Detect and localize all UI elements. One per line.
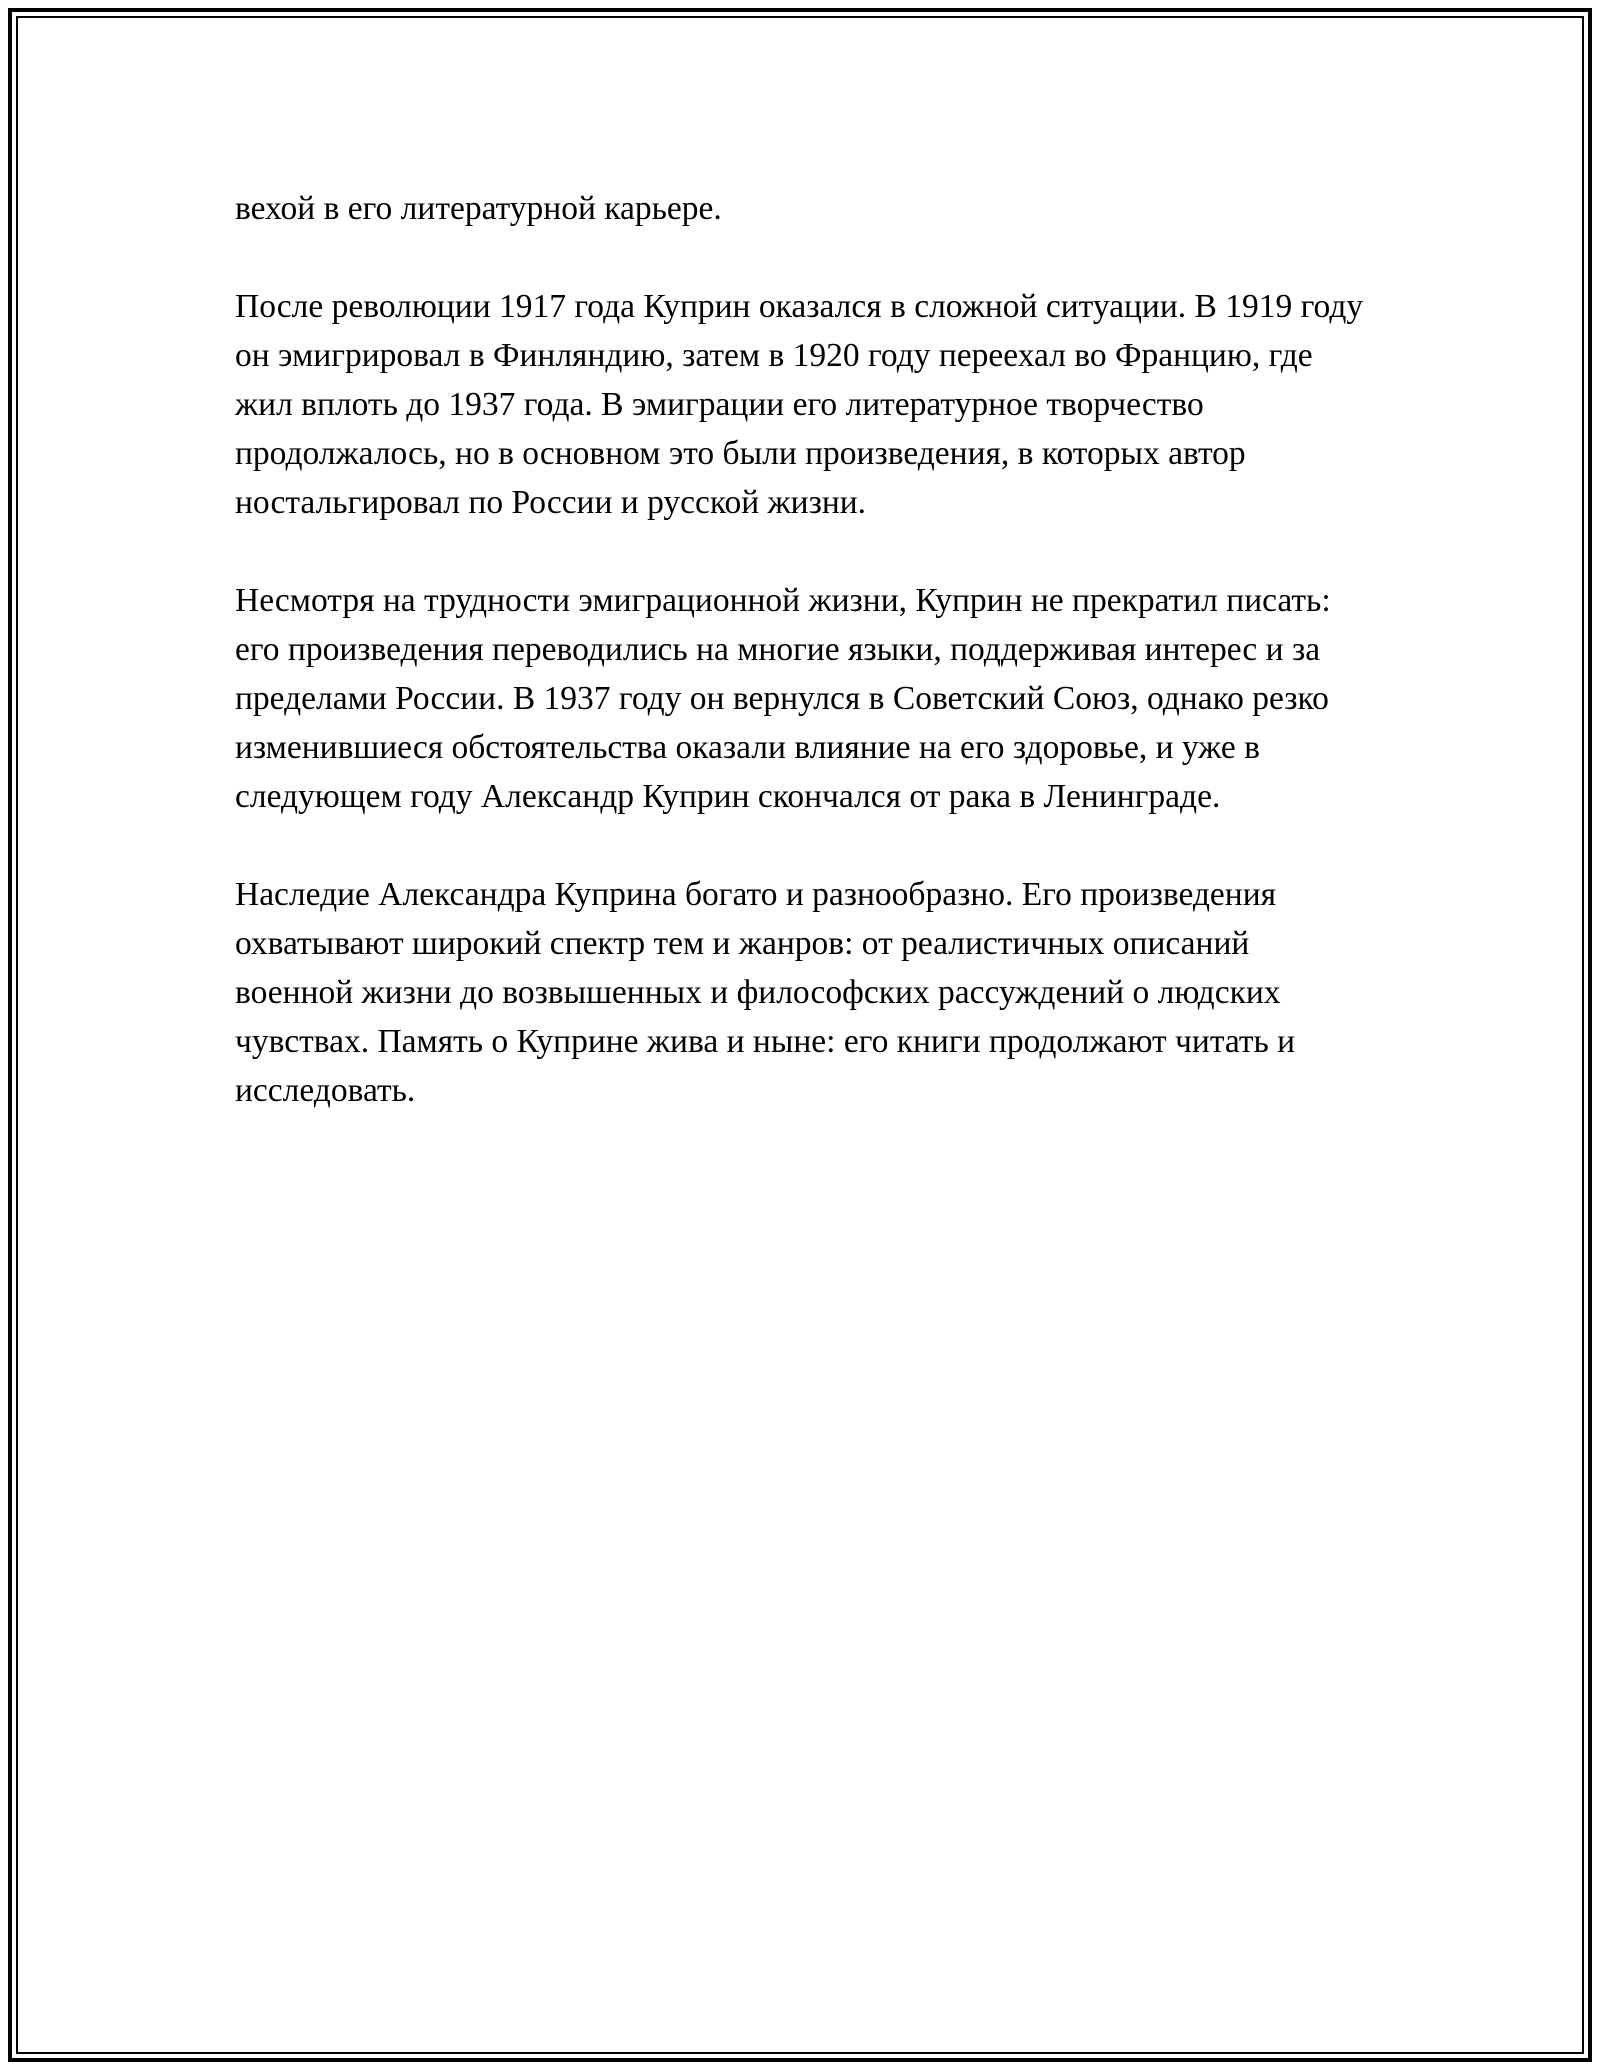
- paragraph-1: вехой в его литературной карьере.: [235, 190, 722, 227]
- paragraph-3: Несмотря на трудности эмиграционной жизни, Куприн не прекратил писать: его произведения переводились на многие языки, поддерживая интерес и за пределами России. В 1937 году он вернулся в Советский Союз, однако резко изменившиеся обстоятельства оказали влияние на его здоровье, и уже в следующем году Александр Куприн скончался от рака в Ленинграде.: [235, 582, 1331, 815]
- document-body: [235, 184, 1375, 1164]
- paragraph-4: Наследие Александра Куприна богато и разнообразно. Его произведения охватывают широкий спектр тем и жанров: от реалистичных описаний военной жизни до возвышенных и философских рассуждений о людских чувствах. Память о Куприне жива и ныне: его книги продолжают читать и исследовать.: [235, 876, 1296, 1109]
- paragraph-2: После революции 1917 года Куприн оказался в сложной ситуации. В 1919 году он эмигрировал в Финляндию, затем в 1920 году переехал во Францию, где жил вплоть до 1937 года. В эмиграции его литературное творчество продолжалось, но в основном это были произведения, в которых автор ностальгировал по России и русской жизни.: [235, 288, 1364, 521]
